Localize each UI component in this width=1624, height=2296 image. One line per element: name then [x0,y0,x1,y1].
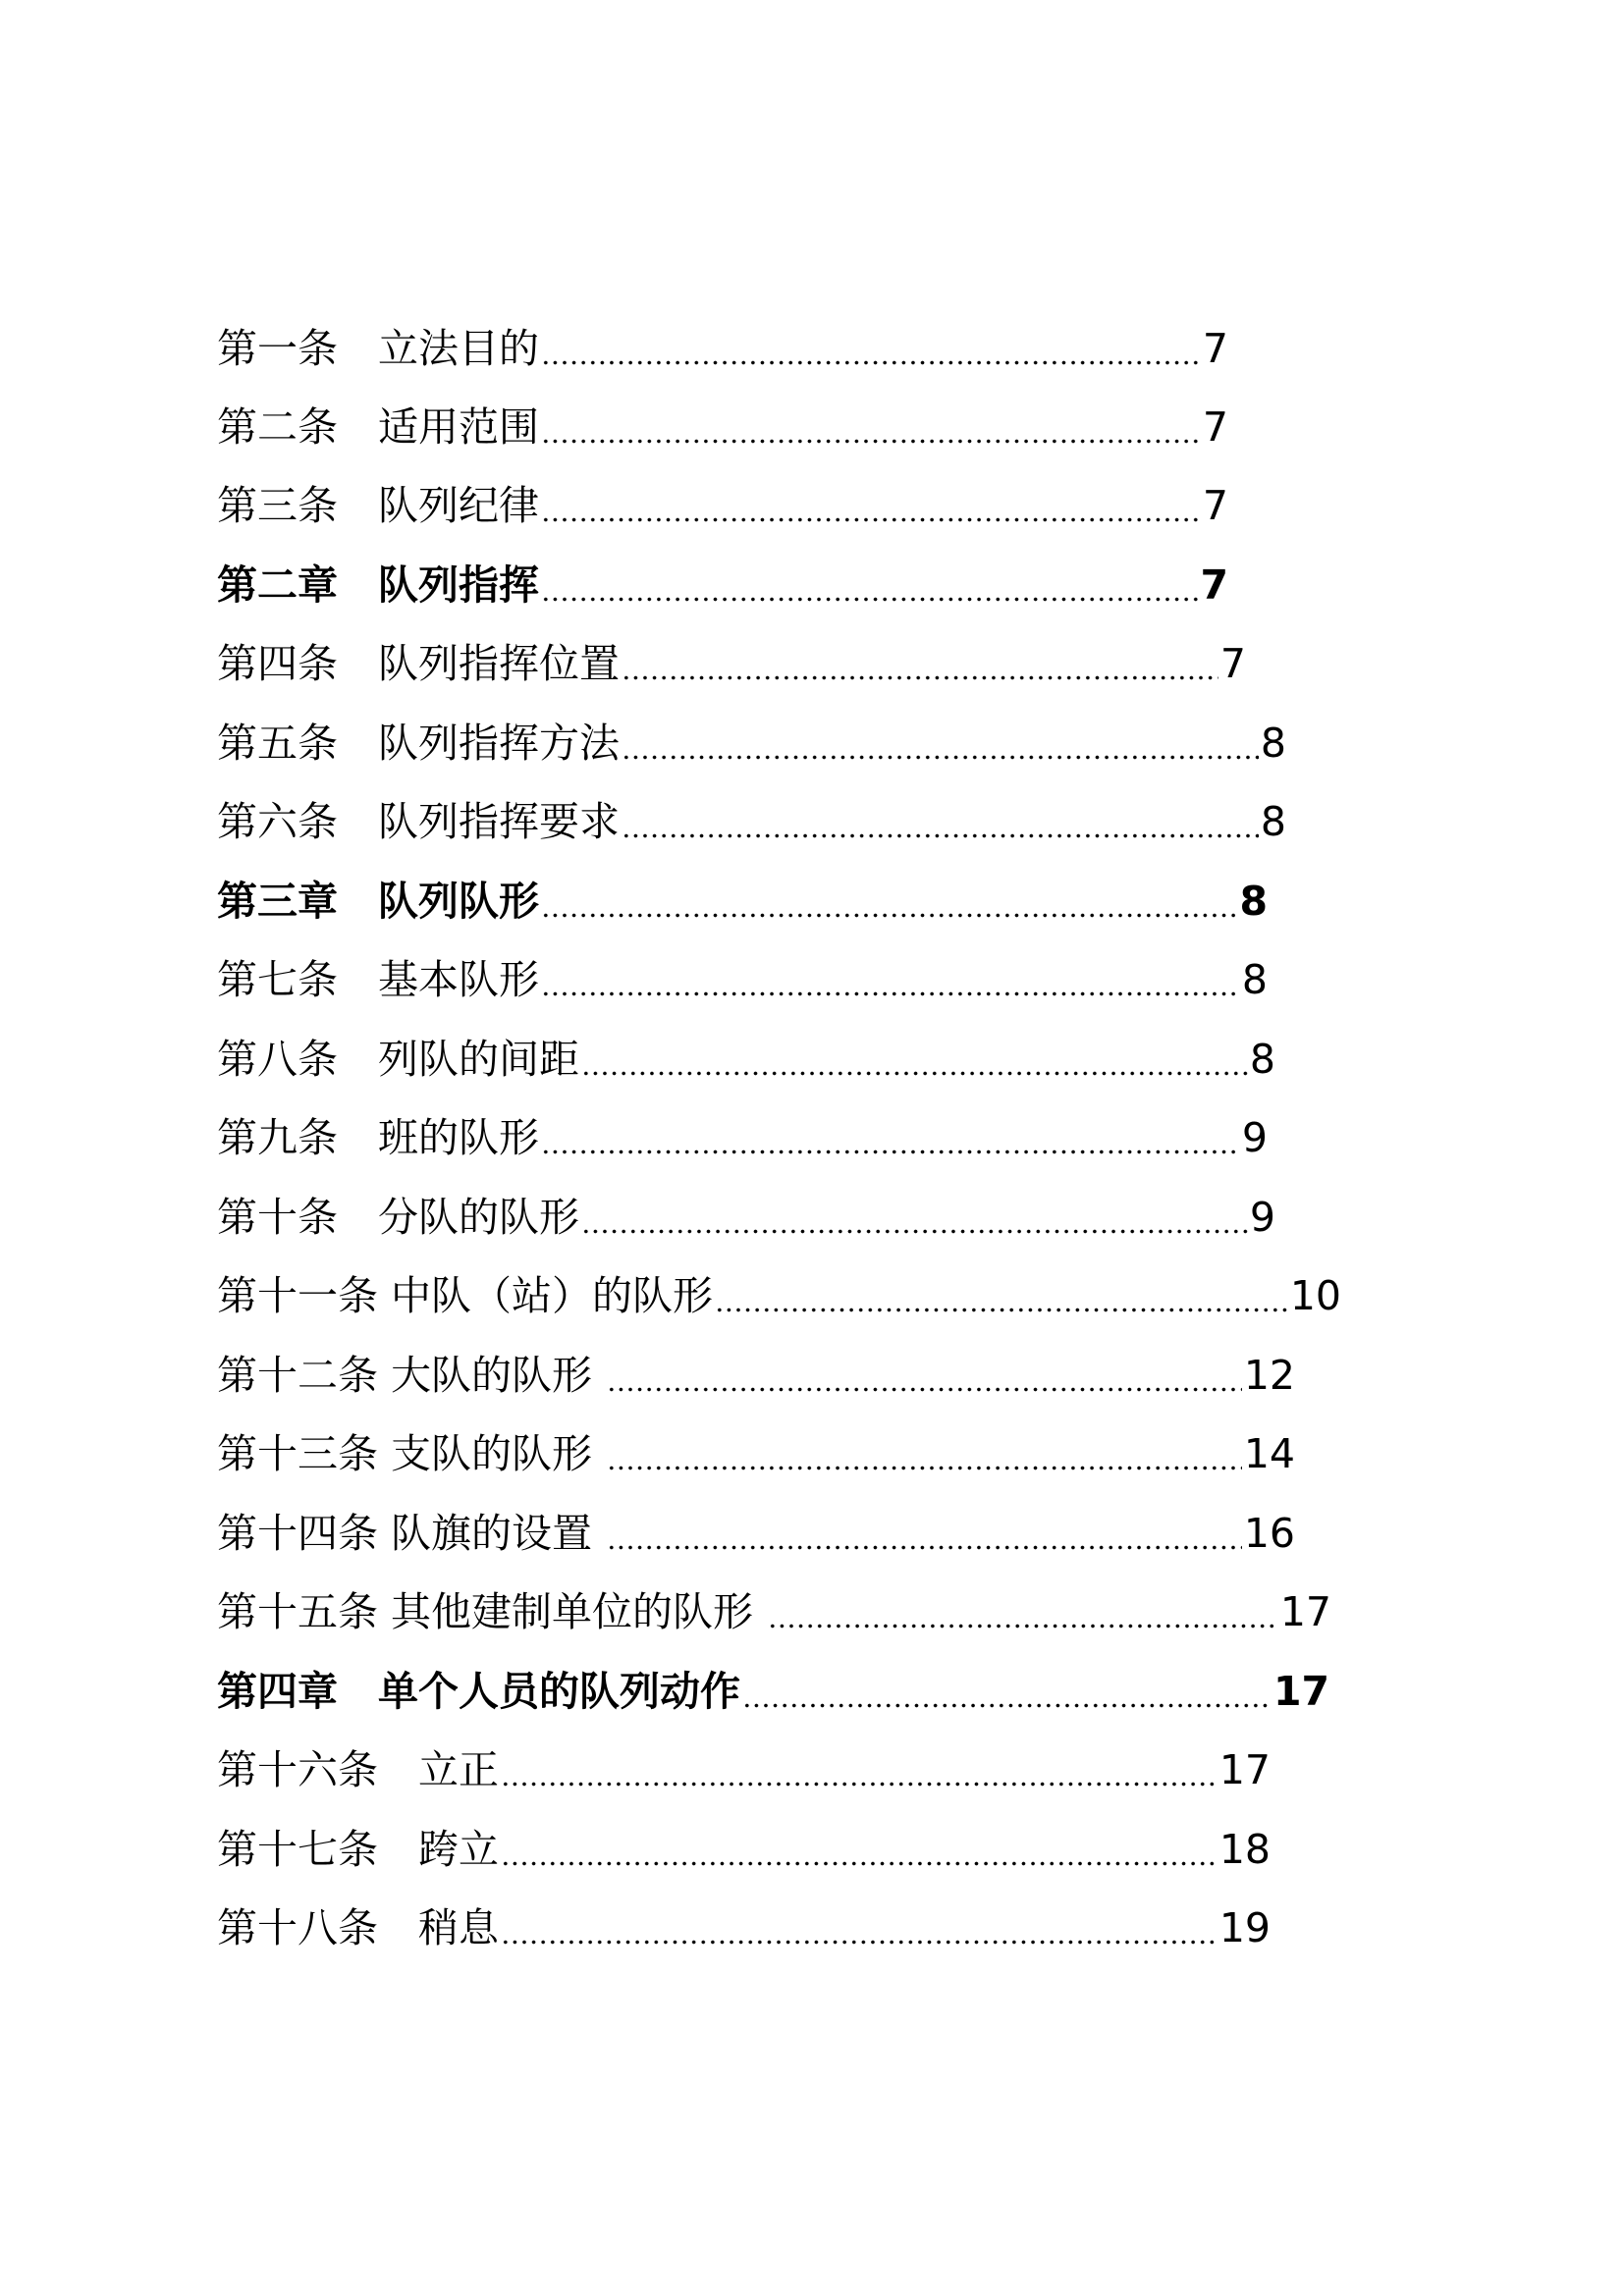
toc-page-number: 7 [1202,403,1228,451]
toc-entry-title: 第七条 基本队形 [217,956,539,1003]
toc-dot-leader [713,1266,1290,1325]
toc-entry-title: 第八条 列队的间距 [217,1036,579,1083]
toc-page-number: 7 [1202,482,1228,529]
toc-page-number: 17 [1218,1746,1271,1793]
toc-entry-article-10[interactable] [217,1188,1275,1247]
toc-page-number: 7 [1219,640,1246,687]
toc-entry-title: 第二章 队列指挥 [217,561,539,609]
toc-entry-article-1[interactable] [217,319,1228,378]
toc-dot-leader [539,319,1203,378]
toc-entry-article-2[interactable] [217,398,1228,456]
toc-entry-article-13[interactable] [217,1424,1295,1483]
toc-dot-leader [605,1504,1244,1563]
toc-entry-article-14[interactable] [217,1504,1295,1563]
toc-dot-leader [499,1898,1219,1957]
toc-entry-article-18[interactable] [217,1898,1271,1957]
toc-entry-title: 第十条 分队的队形 [217,1194,579,1241]
toc-entry-title: 第九条 班的队形 [217,1114,539,1161]
toc-dot-leader [539,1108,1242,1167]
toc-page-number: 7 [1200,561,1228,609]
toc-entry-title: 第四条 队列指挥位置 [217,640,620,687]
toc-entry-chapter-2[interactable] [217,556,1228,614]
toc-entry-title: 第十五条 其他建制单位的队形 [217,1588,767,1635]
toc-page-number: 14 [1243,1430,1295,1477]
toc-dot-leader [539,950,1242,1009]
toc-entry-article-5[interactable] [217,714,1286,773]
toc-page-number: 8 [1260,720,1286,767]
toc-dot-leader [740,1662,1273,1721]
toc-entry-title: 第十三条 支队的队形 [217,1430,606,1477]
toc-entry-article-12[interactable] [217,1346,1295,1405]
toc-entry-title: 第四章 单个人员的队列动作 [217,1668,740,1715]
toc-entry-title: 第三条 队列纪律 [217,482,539,529]
toc-page-number: 19 [1218,1904,1271,1951]
toc-entry-article-8[interactable] [217,1030,1275,1089]
toc-entry-article-7[interactable] [217,950,1268,1009]
toc-entry-title: 第十六条 立正 [217,1746,499,1793]
toc-entry-article-15[interactable] [217,1582,1331,1641]
toc-entry-title: 第五条 队列指挥方法 [217,720,620,767]
toc-entry-article-3[interactable] [217,476,1228,535]
toc-entry-title: 第三章 队列队形 [217,878,539,925]
toc-entry-chapter-4[interactable] [217,1662,1329,1721]
toc-page-number: 7 [1202,325,1228,372]
toc-dot-leader [579,1188,1250,1247]
toc-dot-leader [539,556,1200,614]
toc-entry-article-9[interactable] [217,1108,1268,1167]
toc-entry-title: 第十四条 队旗的设置 [217,1510,606,1557]
toc-page-number: 17 [1272,1668,1329,1715]
toc-page-number: 8 [1260,798,1286,845]
toc-entry-title: 第十七条 跨立 [217,1826,499,1873]
toc-entry-chapter-3[interactable] [217,872,1268,931]
toc-page-number: 10 [1289,1272,1341,1319]
toc-dot-leader [620,792,1261,851]
toc-entry-title: 第一条 立法目的 [217,325,539,372]
toc-dot-leader [766,1582,1280,1641]
toc-dot-leader [579,1030,1250,1089]
toc-dot-leader [539,476,1203,535]
toc-dot-leader [499,1740,1219,1799]
toc-entry-article-16[interactable] [217,1740,1271,1799]
toc-page-number: 17 [1279,1588,1331,1635]
toc-entry-title: 第二条 适用范围 [217,403,539,451]
toc-page-number: 9 [1249,1194,1275,1241]
toc-page-number: 8 [1241,956,1268,1003]
toc-entry-article-11[interactable] [217,1266,1341,1325]
toc-dot-leader [605,1424,1244,1483]
toc-entry-title: 第十一条 中队（站）的队形 [217,1272,714,1319]
toc-entry-article-17[interactable] [217,1820,1271,1879]
toc-entry-article-6[interactable] [217,792,1286,851]
toc-page-number: 16 [1243,1510,1295,1557]
toc-dot-leader [620,714,1261,773]
toc-page-number: 8 [1239,878,1268,925]
toc-entry-title: 第六条 队列指挥要求 [217,798,620,845]
toc-dot-leader [539,872,1239,931]
toc-dot-leader [499,1820,1219,1879]
toc-entry-article-4[interactable] [217,634,1246,693]
toc-page-number: 8 [1249,1036,1275,1083]
toc-page-number: 9 [1241,1114,1268,1161]
toc-dot-leader [539,398,1203,456]
toc-dot-leader [620,634,1220,693]
toc-entry-title: 第十八条 稍息 [217,1904,499,1951]
toc-page-number: 18 [1218,1826,1271,1873]
toc-dot-leader [605,1346,1244,1405]
toc-entry-title: 第十二条 大队的队形 [217,1352,606,1399]
toc-page-number: 12 [1243,1352,1295,1399]
